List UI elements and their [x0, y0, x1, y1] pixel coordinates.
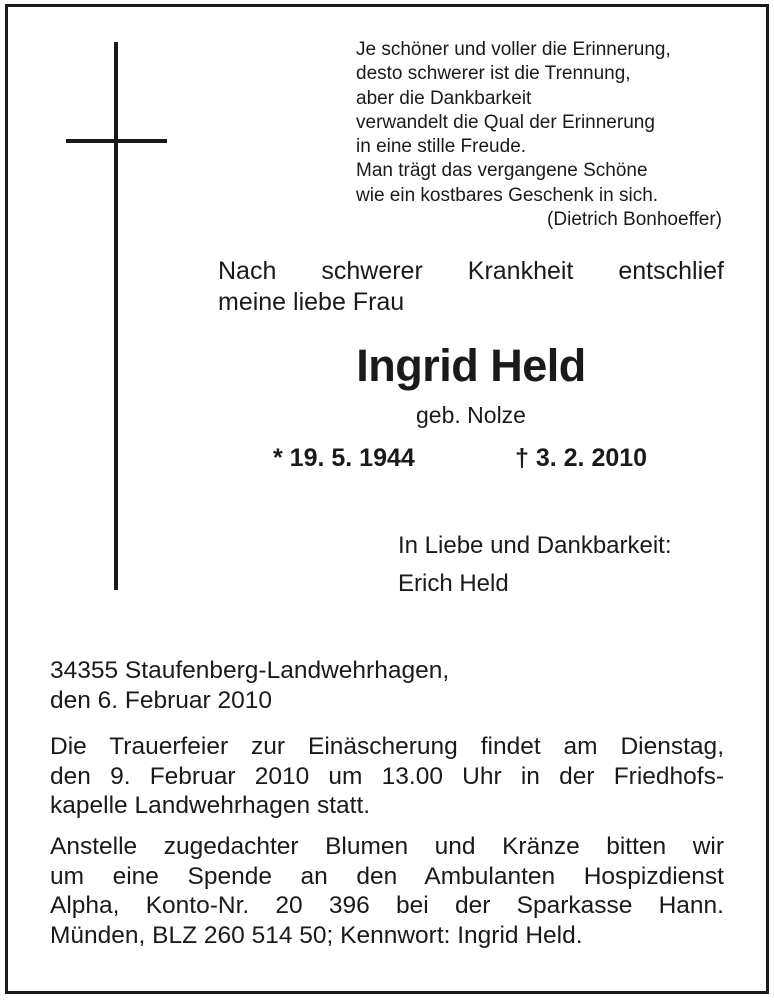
bonhoeffer-quote: [356, 38, 726, 232]
quote-author: (Dietrich Bonhoeffer): [547, 209, 722, 231]
deceased-name: Ingrid Held: [356, 340, 586, 391]
announcement-line: Nach schwerer Krankheit entschlief: [218, 257, 724, 285]
quote-line: Man trägt das vergangene Schöne: [356, 160, 648, 182]
death-date: † 3. 2. 2010: [515, 444, 648, 472]
quote-line: aber die Dankbarkeit: [356, 87, 532, 109]
signatory-name: Erich Held: [398, 570, 509, 597]
donation-line: um eine Spende an den Ambulanten Hospizdienst: [50, 862, 724, 890]
birth-date: * 19. 5. 1944: [273, 444, 415, 472]
maiden-name: geb. Nolze: [416, 402, 526, 428]
donation-line: Alpha, Konto-Nr. 20 396 bei der Sparkasse Hann.: [50, 892, 724, 919]
quote-line: desto schwerer ist die Trennung,: [356, 63, 631, 85]
closing-signature: [398, 527, 672, 603]
funeral-line: kapelle Landwehrhagen statt.: [50, 792, 371, 819]
funeral-notice: [50, 732, 724, 821]
place-and-date: [50, 656, 724, 715]
quote-line: in eine stille Freude.: [356, 136, 527, 158]
closing-line: In Liebe und Dankbarkeit:: [398, 532, 672, 559]
quote-line: verwandelt die Qual der Erinnerung: [356, 111, 655, 133]
date-line: den 6. Februar 2010: [50, 686, 273, 714]
death-announcement: [218, 256, 724, 318]
cross-horizontal-bar: [66, 139, 167, 143]
quote-line: Je schöner und voller die Erinnerung,: [356, 39, 671, 60]
donation-notice: [50, 832, 724, 950]
announcement-line: meine liebe Frau: [218, 288, 405, 316]
cross-vertical-bar: [114, 42, 118, 590]
donation-line: Münden, BLZ 260 514 50; Kennwort: Ingrid Held.: [50, 921, 583, 949]
place-line: 34355 Staufenberg-Landwehrhagen,: [50, 657, 450, 684]
quote-line: wie ein kostbares Geschenk in sich.: [356, 184, 659, 206]
funeral-line: den 9. Februar 2010 um 13.00 Uhr in der Friedhofs-: [50, 762, 724, 790]
donation-line: Anstelle zugedachter Blumen und Kränze bitten wir: [50, 833, 724, 860]
funeral-line: Die Trauerfeier zur Einäscherung findet am Dienstag,: [50, 733, 724, 760]
